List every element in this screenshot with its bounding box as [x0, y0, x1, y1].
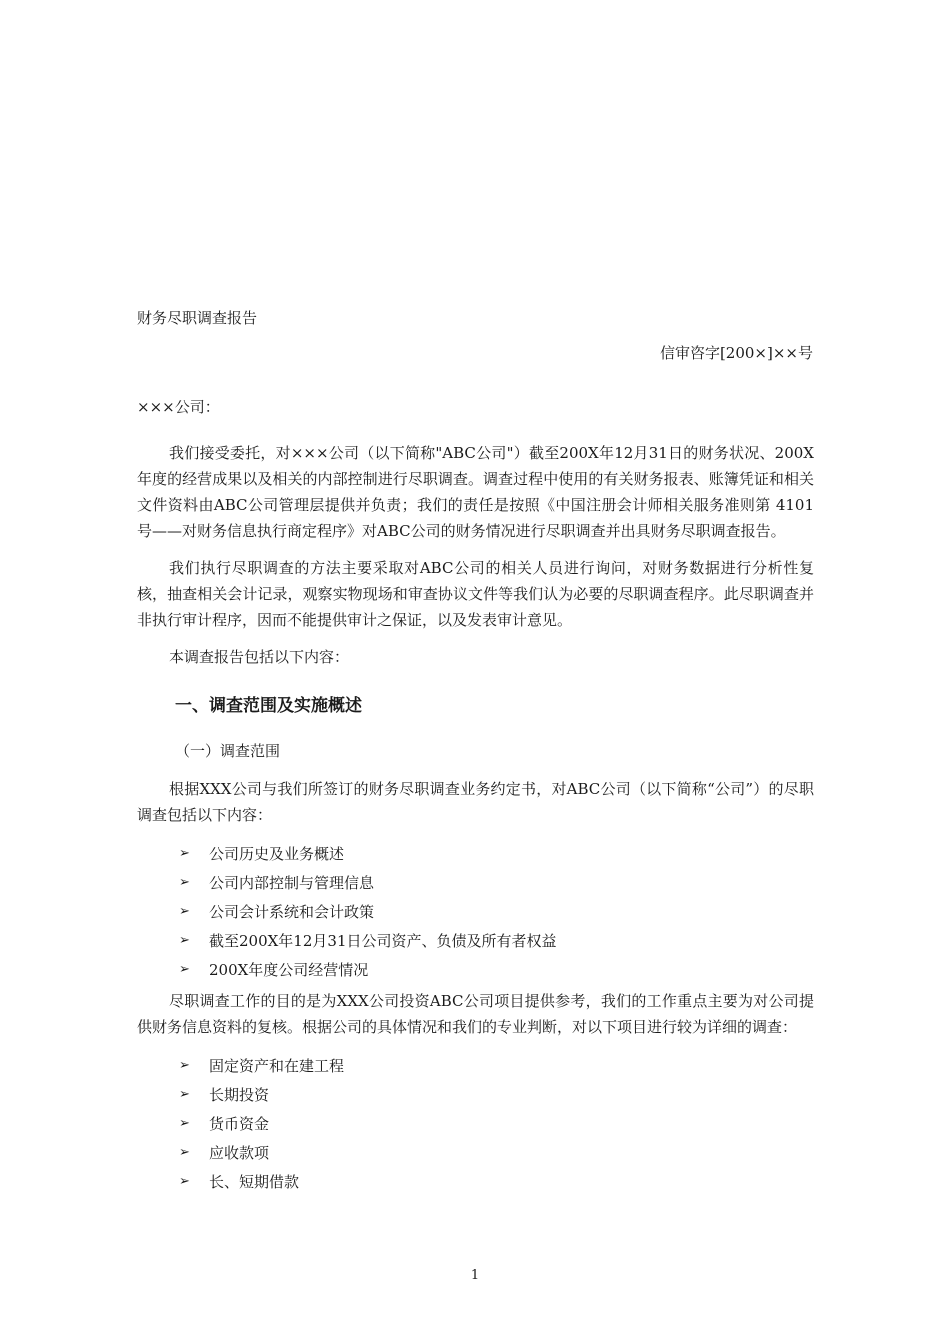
- list-item: [179, 897, 814, 926]
- paragraph-contents-intro: 本调查报告包括以下内容：: [169, 648, 350, 666]
- paragraph-focus: 尽职调查工作的目的是为XXX公司投资ABC公司项目提供参考，我们的工作重点主要为对公司提供财务信息资料的复核。根据公司的具体情况和我们的专业判断，对以下项目进行较为详细的调查：: [137, 992, 814, 1036]
- list-item: [179, 1167, 814, 1196]
- paragraph-method: 我们执行尽职调查的方法主要采取对ABC公司的相关人员进行询问，对财务数据进行分析性复核，抽查相关会计记录，观察实物现场和审查协议文件等我们认为必要的尽职调查程序。此尽职调查并非执行审计程序，因而不能提供审计之保证，以及发表审计意见。: [137, 559, 814, 629]
- arrow-bullet-icon: ➢: [179, 1087, 190, 1102]
- list-item: [179, 839, 814, 868]
- subsection-heading: （一）调查范围: [175, 742, 281, 760]
- list-item: [179, 868, 814, 897]
- paragraph-engagement: 我们接受委托，对×××公司（以下简称"ABC公司"）截至200X年12月31日的财务状况、200X年度的经营成果以及相关的内部控制进行尽职调查。调查过程中使用的有关财务报表、账簿凭证和相关文件资料由ABC公司管理层提供并负责；我们的责任是按照《中国注册会计师相关服务准则第 4101 号——对财务信息执行商定程序》对ABC公司的财务情况进行尽职调查并出具财务尽职调查报告。: [137, 444, 814, 540]
- list-item-text: 公司会计系统和会计政策: [209, 903, 375, 921]
- section-heading: 一、调查范围及实施概述: [175, 696, 362, 716]
- list-item-text: 长、短期借款: [209, 1173, 300, 1191]
- arrow-bullet-icon: ➢: [179, 1116, 190, 1131]
- list-item-text: 长期投资: [209, 1086, 270, 1104]
- arrow-bullet-icon: ➢: [179, 904, 190, 919]
- list-item: [179, 926, 814, 955]
- document-body: [137, 440, 814, 1200]
- list-item: [179, 1138, 814, 1167]
- list-item: [179, 1080, 814, 1109]
- list-item: [179, 955, 814, 984]
- list-item-text: 公司历史及业务概述: [209, 845, 345, 863]
- arrow-bullet-icon: ➢: [179, 1174, 190, 1189]
- list-item-text: 200X年度公司经营情况: [209, 961, 369, 979]
- list-item-text: 应收款项: [209, 1144, 270, 1162]
- list-item-text: 公司内部控制与管理信息: [209, 874, 375, 892]
- paragraph-scope: 根据XXX公司与我们所签订的财务尽职调查业务约定书，对ABC公司（以下简称“公司”）的尽职调查包括以下内容：: [137, 780, 814, 824]
- document-title: 财务尽职调查报告: [137, 309, 258, 327]
- list-item: [179, 1051, 814, 1080]
- salutation: ×××公司：: [137, 398, 220, 416]
- arrow-bullet-icon: ➢: [179, 875, 190, 890]
- list-item-text: 货币资金: [209, 1115, 270, 1133]
- focus-list: [137, 1051, 814, 1196]
- list-item-text: 固定资产和在建工程: [209, 1057, 345, 1075]
- reference-number: 信审咨字[200×]××号: [659, 344, 813, 362]
- list-item: [179, 1109, 814, 1138]
- arrow-bullet-icon: ➢: [179, 1145, 190, 1160]
- arrow-bullet-icon: ➢: [179, 962, 190, 977]
- arrow-bullet-icon: ➢: [179, 1058, 190, 1073]
- scope-list: [137, 839, 814, 984]
- page-number: 1: [470, 1268, 480, 1283]
- arrow-bullet-icon: ➢: [179, 933, 190, 948]
- arrow-bullet-icon: ➢: [179, 846, 190, 861]
- list-item-text: 截至200X年12月31日公司资产、负债及所有者权益: [209, 932, 557, 950]
